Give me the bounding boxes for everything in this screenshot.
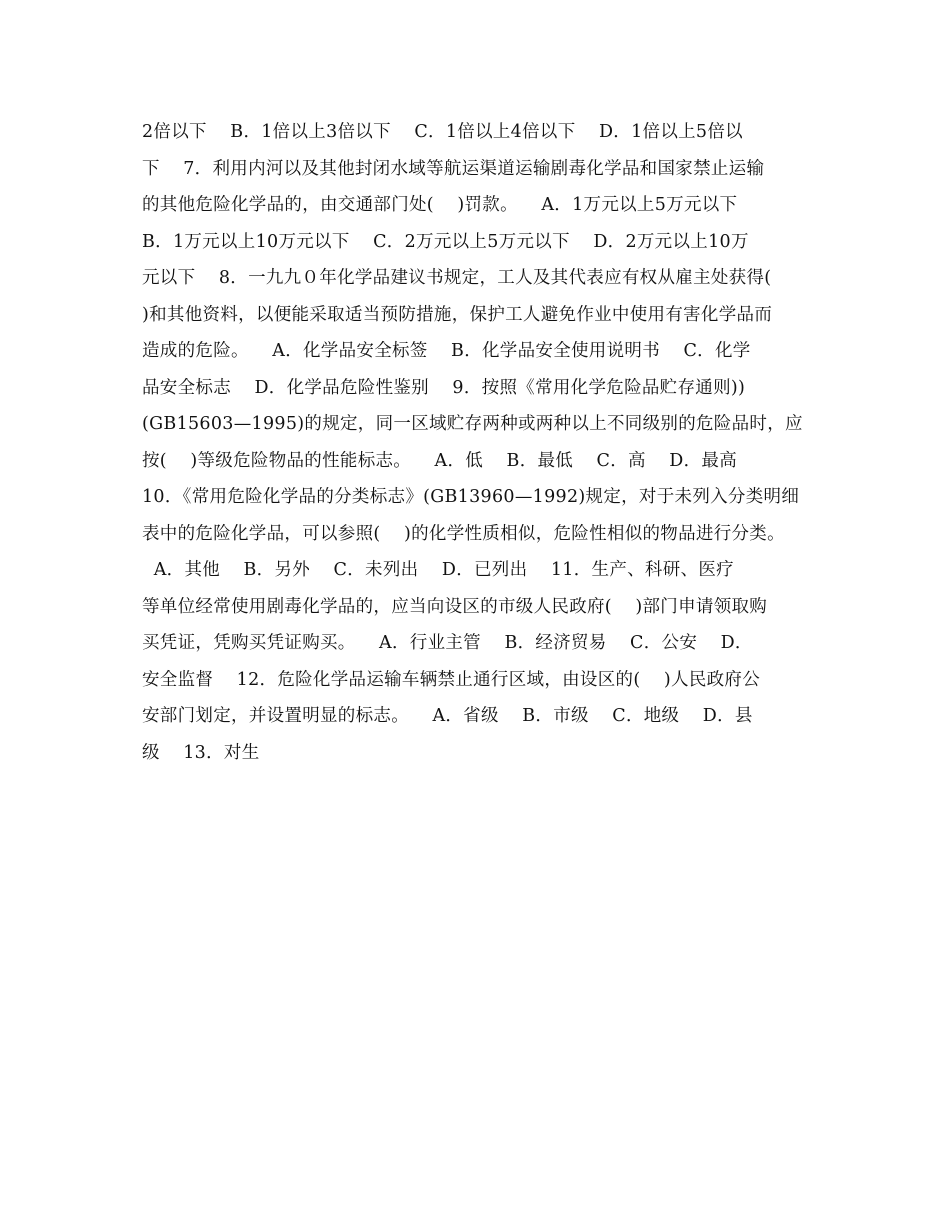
text-line: 品安全标志 D．化学品危险性鉴别 9．按照《常用化学危险品贮存通则)): [142, 377, 746, 398]
text-line: A．其他 B．另外 C．未列出 D．已列出 11．生产、科研、医疗: [142, 560, 734, 580]
document-body: [142, 114, 822, 771]
text-line: 按( )等级危险物品的性能标志。 A．低 B．最低 C．高 D．最高: [142, 450, 738, 471]
text-line: 等单位经常使用剧毒化学品的，应当向设区的市级人民政府( )部门申请领取购: [142, 596, 768, 617]
text-line: 级 13．对生: [142, 742, 260, 763]
text-line: 买凭证，凭购买凭证购买。 A．行业主管 B．经济贸易 C．公安 D．: [142, 633, 753, 653]
text-line: 造成的危险。 A．化学品安全标签 B．化学品安全使用说明书 C．化学: [142, 341, 751, 361]
text-line: )和其他资料，以便能采取适当预防措施，保护工人避免作业中使用有害化学品而: [142, 304, 773, 325]
text-line: B．1万元以上10万元以下 C．2万元以上5万元以下 D．2万元以上10万: [142, 231, 749, 252]
text-line: 10．《常用危险化学品的分类标志》(GB13960—1992)规定，对于未列入分类明细: [142, 487, 800, 507]
text-line: 2倍以下 B．1倍以上3倍以下 C．1倍以上4倍以下 D．1倍以上5倍以: [142, 122, 743, 142]
text-line: 元以下 8．一九九０年化学品建议书规定，工人及其代表应有权从雇主处获得(: [142, 268, 772, 288]
text-line: (GB15603—1995)的规定，同一区域贮存两种或两种以上不同级别的危险品时，应: [142, 414, 803, 434]
text-line: 的其他危险化学品的，由交通部门处( )罚款。 A．1万元以上5万元以下: [142, 195, 738, 215]
text-line: 表中的危险化学品，可以参照( )的化学性质相似，危险性相似的物品进行分类。: [142, 523, 785, 544]
text-line: 安全监督 12．危险化学品运输车辆禁止通行区域，由设区的( )人民政府公: [142, 669, 761, 690]
text-line: 下 7．利用内河以及其他封闭水域等航运渠道运输剧毒化学品和国家禁止运输: [142, 158, 765, 179]
text-line: 安部门划定，并设置明显的标志。 A．省级 B．市级 C．地级 D．县: [142, 706, 753, 726]
